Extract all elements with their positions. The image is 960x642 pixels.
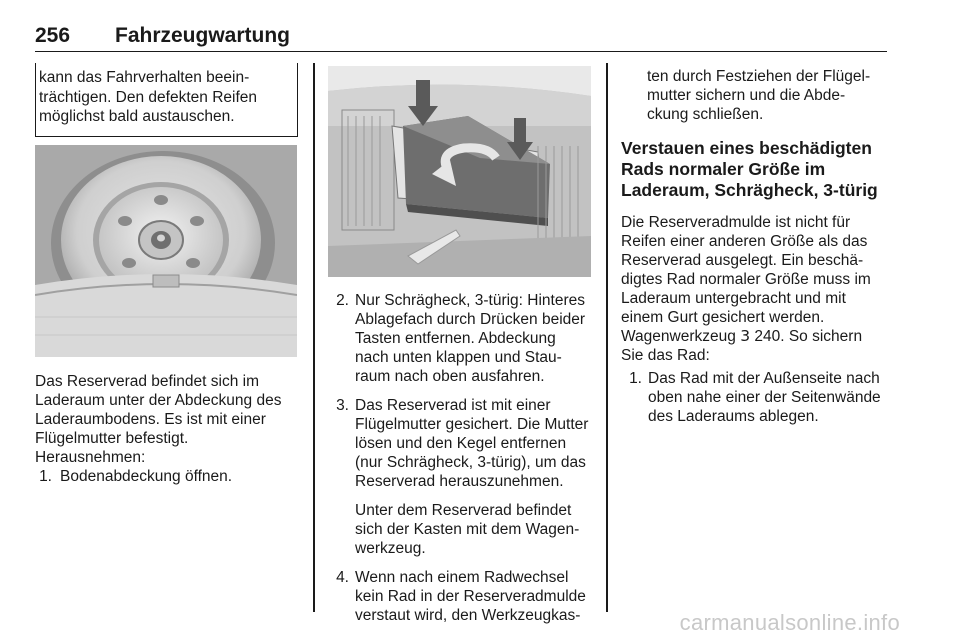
text-line: des Laderaums ablegen. [648,408,819,425]
list-item [334,396,599,558]
text-line: sich der Kasten mit dem Wagen- [355,521,580,538]
column-3-text [621,67,889,426]
text-line: raum nach oben ausfahren. [355,368,545,385]
continued-step-text [621,67,889,124]
column-divider-1 [313,63,315,612]
step-number: 3. [336,397,349,414]
text-line: Ablagefach durch Drücken beider [355,311,586,328]
text-line: Sie das Rad: [621,347,710,364]
list-item [334,291,599,386]
text-line: Wenn nach einem Radwechsel [355,569,569,586]
watermark: carmanualsonline.info [679,610,900,635]
spare-wheel-paragraph [35,372,305,448]
column-2-text [334,291,599,625]
heading-line: Laderaum, Schrägheck, 3-türig [621,180,878,200]
removal-steps [35,467,305,486]
text-line: kein Rad in der Reserveradmulde [355,588,586,605]
page-header [35,22,887,52]
removal-steps-continued [334,291,599,625]
column-1-text [35,372,305,486]
rear-storage-photo [328,66,591,277]
section-heading [621,138,889,201]
list-item [621,369,889,426]
list-item [35,467,305,486]
step-number: 1. [629,370,642,387]
text-line: Das Reserverad befindet sich im [35,373,259,390]
text-line: Die Reserveradmulde ist nicht für [621,214,851,231]
text-line: mutter sichern und die Abde- [647,87,846,104]
text-line: Flügelmutter gesichert. Die Mutter [355,416,589,433]
heading-line: Rads normaler Größe im [621,159,826,179]
step-number: 2. [336,292,349,309]
text-line: nach unten klappen und Stau- [355,349,562,366]
text-line: einem Gurt gesichert werden. [621,309,825,326]
text-line: lösen und den Kegel entfernen [355,435,567,452]
text-line: Wagenwerkzeug [621,328,741,345]
spare-wheel-photo [35,145,297,357]
text-line: Laderaum untergebracht und mit [621,290,846,307]
text-line: Das Rad mit der Außenseite nach [648,370,880,387]
text-line: (nur Schrägheck, 3-türig), um das [355,454,586,471]
text-line: Flügelmutter befestigt. [35,430,189,447]
text-line: ten durch Festziehen der Flügel- [647,68,871,85]
page-number: 256 [35,24,71,47]
text-line: Unter dem Reserverad befindet [355,502,572,519]
text-line: Laderaumbodens. Es ist mit einer [35,411,266,428]
page-reference-arrow-icon[interactable]: 3 [740,327,751,345]
column-divider-2 [606,63,608,612]
step-number: 1. [39,468,52,485]
text-line: Reserverad ausgelegt. Ein beschä- [621,252,864,269]
page-reference-link[interactable]: 240. So sichern [750,328,863,345]
list-item [334,568,599,625]
tool-box-note [355,501,599,558]
storage-compartment-illustration [328,66,591,277]
text-line: Nur Schrägheck, 3-türig: Hinteres [355,292,586,309]
removal-label: Herausnehmen: [35,449,146,466]
notice-line: trächtigen. Den defekten Reifen [39,88,257,106]
spare-wheel-illustration [35,145,297,357]
text-line: Reserverad herauszunehmen. [355,473,564,490]
text-line: Das Reserverad ist mit einer [355,397,551,414]
text-line: Reifen einer anderen Größe als das [621,233,868,250]
notice-line: möglichst bald austauschen. [39,108,235,125]
section-paragraph [621,213,889,365]
chapter-title: Fahrzeugwartung [115,24,291,47]
text-line: digtes Rad normaler Größe muss im [621,271,871,288]
text-line: Tasten entfernen. Abdeckung [355,330,556,347]
storage-steps [621,369,889,426]
text-line: werkzeug. [355,540,426,557]
notice-box [35,63,298,137]
step-text: Bodenabdeckung öffnen. [60,468,233,485]
text-line: oben nahe einer der Seitenwände [648,389,881,406]
text-line: ckung schließen. [647,106,764,123]
text-line: verstaut wird, den Werkzeugkas- [355,607,581,624]
text-line: Laderaum unter der Abdeckung des [35,392,282,409]
step-number: 4. [336,569,349,586]
notice-line: kann das Fahrverhalten beein- [39,69,250,86]
heading-line: Verstauen eines beschädigten [621,138,872,158]
